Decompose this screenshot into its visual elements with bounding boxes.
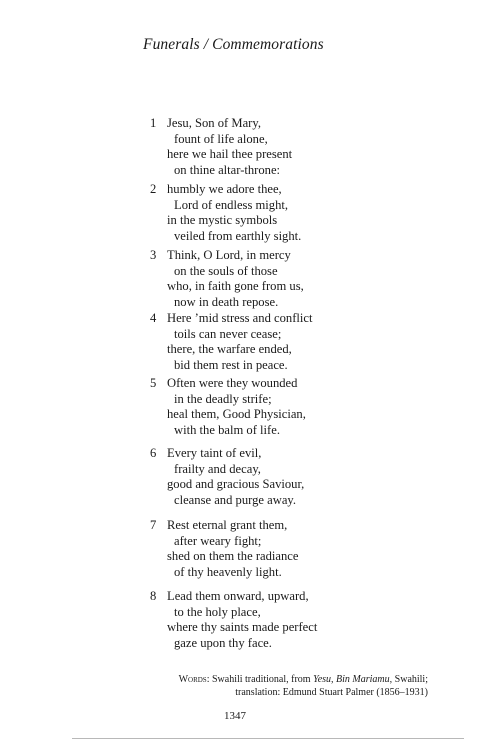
verse-line: of thy heavenly light. xyxy=(174,564,282,579)
verse xyxy=(150,311,312,373)
verse xyxy=(150,182,301,244)
credits-label: Words: xyxy=(178,674,210,685)
credits-line-1 xyxy=(179,673,428,686)
verse-line: to the holy place, xyxy=(174,604,261,619)
credits-language: Swahili; xyxy=(394,674,428,685)
verse-number: 6 xyxy=(150,446,157,460)
verse-line: on thine altar-throne: xyxy=(174,162,281,177)
verse-line: on the souls of those xyxy=(174,263,278,278)
verse-number: 8 xyxy=(150,589,157,603)
verse-line: toils can never cease; xyxy=(174,326,282,341)
verse-line: fount of life alone, xyxy=(174,131,268,146)
verse-line: Jesu, Son of Mary, xyxy=(167,116,261,130)
verse xyxy=(150,589,317,651)
verse-line: Lead them onward, upward, xyxy=(167,589,309,603)
hymn-credits xyxy=(179,673,428,699)
verse xyxy=(150,376,306,438)
verse-number: 2 xyxy=(150,182,157,196)
verse-line: with the balm of life. xyxy=(174,422,280,437)
verse-line: frailty and decay, xyxy=(174,461,261,476)
verse-number: 4 xyxy=(150,311,157,325)
verse-number: 3 xyxy=(150,248,157,262)
verse-line: humbly we adore thee, xyxy=(167,182,282,196)
verse-line: where thy saints made perfect xyxy=(167,620,318,635)
verse-line: Think, O Lord, in mercy xyxy=(167,248,291,262)
verse-line: here we hail thee present xyxy=(167,147,293,162)
verse-line: gaze upon thy face. xyxy=(174,635,272,650)
verse-number: 1 xyxy=(150,116,157,130)
verse-number: 5 xyxy=(150,376,157,390)
verse-line: Here ’mid stress and conflict xyxy=(167,311,313,325)
verse xyxy=(150,518,298,580)
page-title: Funerals / Commemorations xyxy=(143,36,324,53)
verse-line: Often were they wounded xyxy=(167,376,298,390)
verse-line: in the mystic symbols xyxy=(167,213,278,228)
verse-line: Every taint of evil, xyxy=(167,446,262,460)
verse-line: heal them, Good Physician, xyxy=(167,407,306,422)
verse-line: Rest eternal grant them, xyxy=(167,518,288,532)
credits-translation: translation: Edmund Stuart Palmer (1856–1931) xyxy=(235,687,428,698)
verse xyxy=(150,446,304,508)
verse-line: Lord of endless might, xyxy=(174,197,289,212)
verse-line: cleanse and purge away. xyxy=(174,492,297,507)
verse xyxy=(150,116,292,178)
verse-line: bid them rest in peace. xyxy=(174,357,288,372)
page-number: 1347 xyxy=(224,710,246,722)
verse xyxy=(150,248,304,310)
verse-line: good and gracious Saviour, xyxy=(167,477,305,492)
verse-line: after weary fight; xyxy=(174,533,262,548)
bottom-rule xyxy=(72,738,464,739)
verse-number: 7 xyxy=(150,518,157,532)
verse-line: shed on them the radiance xyxy=(167,549,299,564)
verse-line: who, in faith gone from us, xyxy=(167,279,304,294)
credits-source-title: Yesu, Bin Mariamu, xyxy=(313,674,393,685)
verse-line: veiled from earthly sight. xyxy=(174,228,302,243)
verse-line: now in death repose. xyxy=(174,294,279,309)
credits-origin: Swahili traditional, from xyxy=(211,674,311,685)
verse-line: in the deadly strife; xyxy=(174,391,272,406)
verse-line: there, the warfare ended, xyxy=(167,342,292,357)
